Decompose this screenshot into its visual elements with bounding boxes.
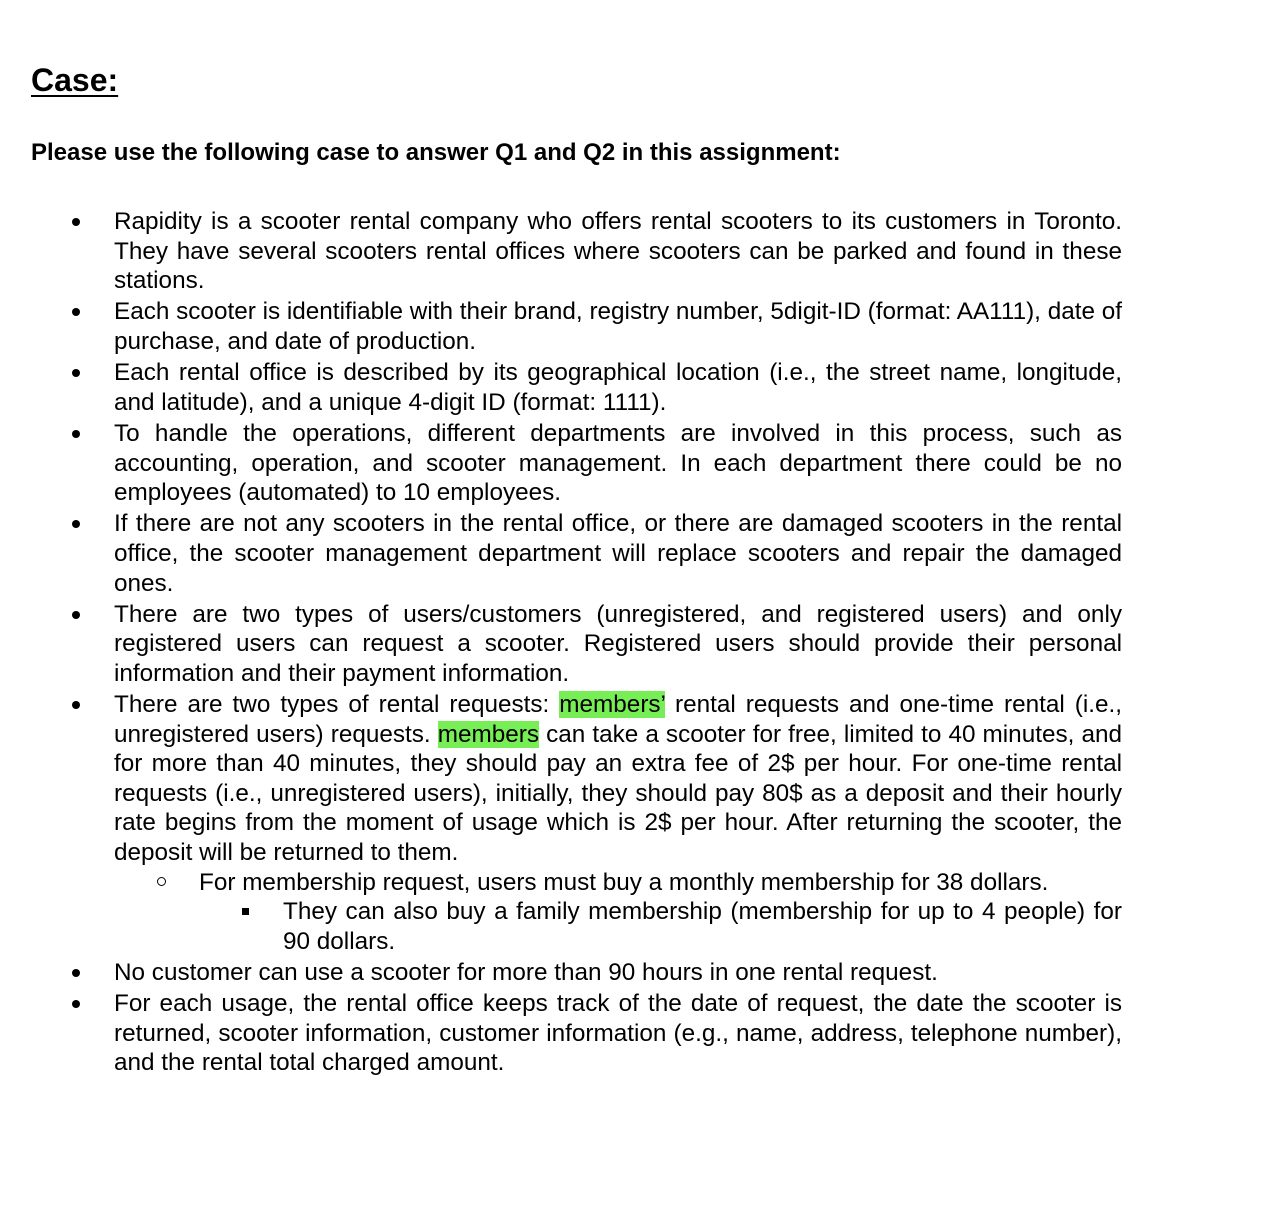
list-item <box>0 419 1284 508</box>
highlighted-members-possessive: members’ <box>559 691 666 719</box>
intro-text: Please use the following case to answer Q1 and Q2 in this assignment: <box>31 139 841 166</box>
hollow-circle-bullet-icon <box>157 877 166 886</box>
case-heading: Case: <box>31 62 119 98</box>
sub-sub-item-text: They can also buy a family membership (membership for up to 4 people) for 90 dollars. <box>283 898 1122 955</box>
bullet-text: Each scooter is identifiable with their brand, registry number, 5digit-ID (format: AA111), date of purchase, and date of production. <box>114 298 1122 355</box>
bullet-dot-icon <box>72 701 80 709</box>
list-item <box>0 989 1284 1078</box>
highlighted-members: members <box>437 720 540 748</box>
rental-text-part-3: can take a scooter for free, limited to 40 minutes, and for more than 40 minutes, they should pay an extra fee of 2$ per hour. For one-time rental requests (i.e., unregistered users), initially, they should pay 80$ as a deposit and their hourly rate begins from the moment of usage which is 2$ per hour. After returning the scooter, the deposit will be returned to them. <box>114 720 1122 867</box>
bullet-dot-icon <box>72 969 80 977</box>
square-bullet-icon <box>242 908 249 915</box>
list-item-rental-requests <box>0 690 1284 956</box>
bullet-text: Rapidity is a scooter rental company who offers rental scooters to its customers in Toronto. They have several scooters rental offices where scooters can be parked and found in these stations. <box>114 208 1122 295</box>
sub-list-item <box>0 868 1284 957</box>
bullet-text: There are two types of users/customers (unregistered, and registered users) and only registered users can request a scooter. Registered users should provide their personal information and their payment information. <box>114 600 1122 687</box>
rental-text-part-2: rental requests and one-time rental (i.e., unregistered users) requests. <box>114 691 1122 748</box>
bullet-text-rental-requests <box>114 690 1122 868</box>
sub-sub-list-item <box>0 897 1284 956</box>
bullet-text: For each usage, the rental office keeps track of the date of request, the date the scooter is returned, scooter information, customer information (e.g., name, address, telephone number), and the rental total charged amount. <box>114 990 1122 1077</box>
bullet-text: If there are not any scooters in the rental office, or there are damaged scooters in the rental office, the scooter management department will replace scooters and repair the damaged ones. <box>114 510 1122 597</box>
list-item <box>0 509 1284 598</box>
sub-item-text: For membership request, users must buy a monthly membership for 38 dollars. <box>199 868 1049 896</box>
list-item <box>0 958 1284 988</box>
case-bullet-list <box>0 207 1284 1080</box>
bullet-dot-icon <box>72 1000 80 1008</box>
list-item <box>0 600 1284 689</box>
bullet-text: To handle the operations, different departments are involved in this process, such as accounting, operation, and scooter management. In each department there could be no employees (automated) to 10 employees. <box>114 419 1122 507</box>
bullet-dot-icon <box>72 308 80 316</box>
bullet-dot-icon <box>72 369 80 377</box>
bullet-dot-icon <box>72 430 80 438</box>
rental-text-part-1: There are two types of rental requests: <box>114 691 560 719</box>
list-item <box>0 207 1284 296</box>
list-item <box>0 297 1284 356</box>
bullet-dot-icon <box>72 520 80 528</box>
bullet-text: No customer can use a scooter for more than 90 hours in one rental request. <box>114 959 938 986</box>
bullet-dot-icon <box>72 218 80 226</box>
bullet-dot-icon <box>72 611 80 619</box>
bullet-text: Each rental office is described by its geographical location (i.e., the street name, longitude, and latitude), and a unique 4-digit ID (format: 1111). <box>114 359 1122 416</box>
list-item <box>0 358 1284 417</box>
